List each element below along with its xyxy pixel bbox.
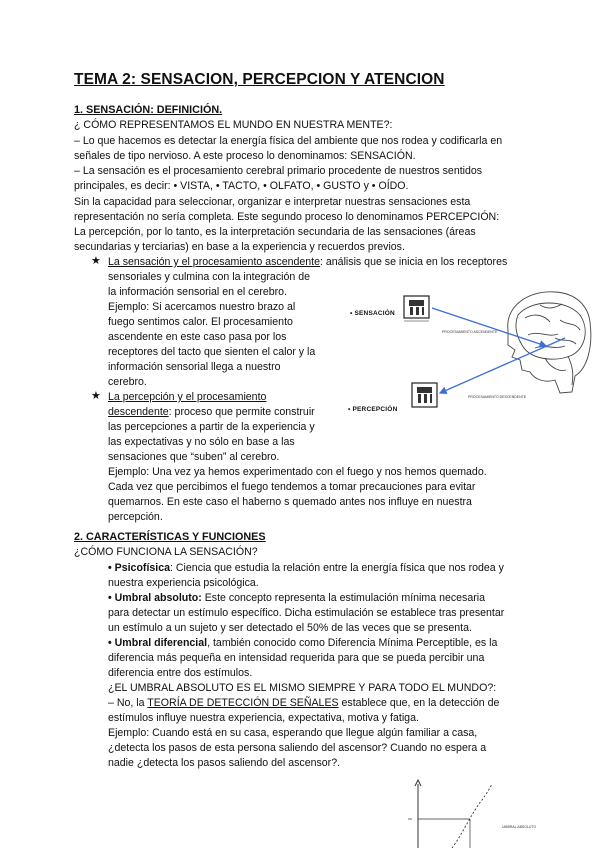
bullet1-line-7: cerebro. — [108, 376, 147, 388]
brain-head-illustration — [508, 292, 591, 393]
s2-example-0: Ejemplo: Cuando está en su casa, esperando que llegue algún familiar a casa, — [108, 727, 478, 739]
psicofisica-line1 — [108, 561, 504, 576]
perception-icon — [412, 383, 437, 407]
s1-line-2: señales de tipo nervioso. A este proceso lo denominamos: SENSACIÓN. — [74, 150, 416, 162]
bullet1-line-1: la información sensorial en el cerebro. — [108, 286, 288, 298]
s1-line-7: La percepción, por lo tanto, es la interpretación secundaria de las sensaciones (áreas — [74, 226, 476, 238]
star-bullet-icon: ★ — [91, 255, 101, 267]
s1-line-3: – La sensación es el procesamiento cerebral primario procedente de nuestros sentidos — [74, 165, 483, 177]
s1-example-2: quemarnos. En este caso el haberno s quemado antes nos influye en nuestra — [108, 496, 472, 508]
senales-pre: – No, la — [108, 697, 148, 709]
psicofisica-line2: nuestra experiencia psicológica. — [108, 577, 259, 589]
s1-example-3: percepción. — [108, 511, 163, 523]
diagram-label-sensacion: • SENSACIÓN — [350, 310, 395, 317]
bullet2-line-2: sensaciones que “suben” al cerebro. — [108, 451, 280, 463]
diagram-small-text-ascendente: PROCESAMIENTO ASCENDENTE — [442, 330, 498, 334]
umbral-absoluto-line3: un estímulo a un sujeto y ser detectado el 50% de las veces que se presenta. — [108, 622, 472, 634]
umbral-absoluto-line1 — [108, 591, 485, 606]
bullet1-line-3: fuego sentimos calor. El procesamiento — [108, 316, 293, 328]
umbral-absoluto-term: • Umbral absoluto: — [108, 592, 202, 604]
bullet2-term-line1: La percepción y el procesamiento — [108, 391, 267, 403]
umbral-absoluto-line2: para detectar un estímulo específico. Dicha estimulación se establece tras presentar — [108, 607, 505, 619]
star-bullet-icon: ★ — [91, 390, 101, 402]
section1-heading: 1. SENSACIÓN: DEFINICIÓN. — [74, 104, 223, 116]
umbral-diferencial-line2: diferencia más pequeña en intensidad requerida para que se pueda percibir una — [108, 652, 485, 664]
graph-small-text: UMBRAL ABSOLUTO — [502, 825, 537, 829]
arrow-ascendente — [432, 308, 546, 346]
umbral-diferencial-line1 — [108, 636, 497, 651]
bullet1-line-6: información sensorial llega a nuestro — [108, 361, 281, 373]
umbral-diferencial-term: • Umbral diferencial — [108, 637, 208, 649]
s1-example-0: Ejemplo: Una vez ya hemos experimentado con el fuego y nos hemos quemado. — [108, 466, 487, 478]
s1-line-8: secundarias y terciarias) en base a la experiencia y recuerdos previos. — [74, 241, 405, 253]
s2-example-2: nadie ¿detecta los pasos saliendo del ascensor?. — [108, 757, 341, 769]
senales-line1 — [108, 696, 499, 711]
bullet1-rest: : análisis que se inicia en los receptores — [320, 256, 508, 268]
page-title: TEMA 2: SENSACION, PERCEPCION Y ATENCION — [74, 71, 445, 88]
senales-term: TEORÍA DE DETECCIÓN DE SEÑALES — [147, 697, 339, 709]
psicofisica-rest: : Ciencia que estudia la relación entre la energía física que nos rodea y — [170, 562, 504, 574]
bullet2-line-0: las percepciones a partir de la experiencia y — [108, 421, 315, 433]
bullet1-term: La sensación y el procesamiento ascendente — [108, 256, 321, 268]
s1-line-1: – Lo que hacemos es detectar la energía física del ambiente que nos rodea y codificarla en — [74, 135, 503, 147]
diagram-label-percepcion: • PERCEPCIÓN — [348, 406, 398, 413]
s1-line-4: principales, es decir: • VISTA, • TACTO, • OLFATO, • GUSTO y • OÍDO. — [74, 180, 409, 192]
senales-post: establece que, en la detección de — [338, 697, 500, 709]
sensation-icon — [404, 296, 429, 321]
bullet1-line-5: receptores del tacto que sienten el calor y la — [108, 346, 316, 358]
threshold-graph — [408, 780, 492, 848]
umbral-diferencial-line3: diferencia entre dos estímulos. — [108, 667, 253, 679]
s1-example-1: Cada vez que percibimos el fuego tendemos a tomar precauciones para evitar — [108, 481, 476, 493]
arrow-descendente — [440, 338, 565, 393]
umbral-diferencial-rest: , también conocido como Diferencia Mínima Perceptible, es la — [207, 637, 498, 649]
bullet2-rest: : proceso que permite construir — [168, 406, 315, 418]
s2-example-1: ¿detecta los pasos de esta persona saliendo del ascensor? Cuando no espera a — [108, 742, 487, 754]
umbral-absoluto-rest: Este concepto representa la estimulación mínima necesaria — [201, 592, 485, 604]
s2-question: ¿CÓMO FUNCIONA LA SENSACIÓN? — [74, 546, 258, 558]
bullet1-line-2: Ejemplo: Si acercamos nuestro brazo al — [108, 301, 296, 313]
s2-question2: ¿EL UMBRAL ABSOLUTO ES EL MISMO SIEMPRE Y PARA TODO EL MUNDO?: — [108, 682, 497, 694]
s1-line-6: representación no sería completa. Este segundo proceso lo denominamos PERCEPCIÓN: — [74, 211, 500, 223]
s1-line-5: Sin la capacidad para seleccionar, organizar e interpretar nuestras sensaciones esta — [74, 196, 471, 208]
senales-line2: estímulos influye nuestra experiencia, expectativa, motiva y fatiga. — [108, 712, 419, 724]
section2-heading: 2. CARACTERÍSTICAS Y FUNCIONES — [74, 531, 266, 543]
psicofisica-term: • Psicofísica — [108, 562, 171, 574]
bullet2-line-1: las expectativas y no sólo en base a las — [108, 436, 295, 448]
bullet1-line-0: sensoriales y culmina con la integración de — [108, 271, 310, 283]
bullet1-line-4: ascendente en este caso pasa por los — [108, 331, 287, 343]
bullet2-term-line2: descendente — [108, 406, 169, 418]
diagram-small-text-descendente: PROCESAMIENTO DESCENDENTE — [468, 395, 527, 399]
s1-line-0: ¿ CÓMO REPRESENTAMOS EL MUNDO EN NUESTRA MENTE?: — [74, 119, 393, 131]
